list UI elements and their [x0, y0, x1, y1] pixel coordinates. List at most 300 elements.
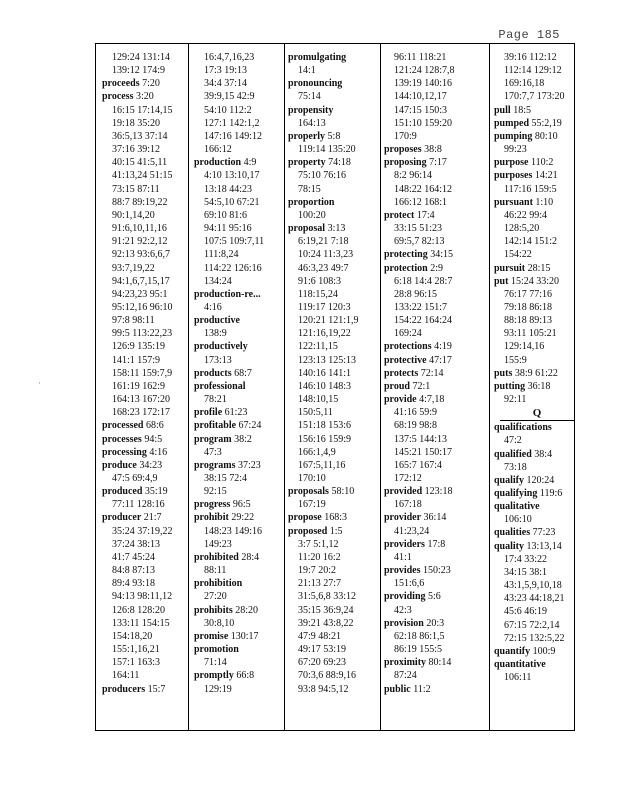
index-refs-line: 88:7 89:19,22 [112, 196, 168, 208]
index-term: quantitative [494, 659, 546, 671]
index-refs: 17:4 [416, 209, 435, 221]
index-refs-line: 91:6,10,11,16 [112, 223, 167, 235]
index-refs: 80:14 [428, 657, 452, 669]
index-refs: 13:13,14 [526, 540, 562, 552]
index-entry [102, 485, 173, 498]
index-refs: 37:23 [237, 459, 261, 471]
index-refs-line: 3:7 5:1,12 [298, 538, 339, 550]
index-refs-line: 67:20 69:23 [298, 657, 347, 669]
index-entry [194, 643, 264, 656]
index-refs: 14:21 [534, 170, 558, 182]
index-entry [194, 419, 264, 432]
index-term: prohibit [194, 512, 229, 524]
index-refs-line: 158:11 159:7,9 [112, 367, 173, 379]
index-term: pursuit [494, 262, 526, 274]
index-entry [194, 433, 264, 446]
index-term: program [194, 433, 232, 445]
index-refs: 3:20 [135, 91, 154, 103]
index-refs: 4:7,18 [419, 394, 445, 406]
index-entry [384, 143, 455, 156]
index-refs-line: 119:14 135:20 [298, 144, 356, 156]
index-refs-line: 169:24 [394, 328, 422, 340]
index-term: proud [384, 380, 410, 392]
index-term: provision [384, 617, 424, 629]
index-refs-line: 76:17 77:16 [504, 288, 553, 300]
column-divider [284, 44, 285, 730]
index-refs: 28:4 [241, 551, 260, 563]
index-term: pursuant [494, 196, 533, 208]
index-entry [384, 248, 455, 261]
index-term: pull [494, 104, 511, 116]
index-refs-line: 133:11 154:15 [112, 617, 170, 629]
index-refs-line: 87:24 [394, 670, 417, 682]
index-refs-line: 93:11 105:21 [504, 328, 557, 340]
index-refs-line: 70:3,6 88:9,16 [298, 670, 357, 682]
index-refs-line: 28:8 96:15 [394, 288, 438, 300]
index-entry [194, 498, 264, 511]
index-term: proposal [288, 223, 326, 235]
index-term: quantify [494, 645, 531, 657]
index-refs: 7:20 [142, 78, 160, 90]
index-entry [102, 77, 173, 90]
index-refs: 18:5 [513, 104, 531, 116]
index-refs-line: 43:1,5,9,10,18 [504, 580, 562, 592]
index-term: proposed [288, 525, 328, 537]
index-refs-line: 111:8,24 [204, 249, 239, 261]
index-refs-line: 30:8,10 [204, 617, 235, 629]
index-refs-line: 72:15 132:5,22 [504, 632, 565, 644]
index-refs-line: 13:18 44:23 [204, 183, 253, 195]
index-refs-line: 164:13 167:20 [112, 394, 171, 406]
index-term: protective [384, 354, 427, 366]
index-refs-line: 120:21 121:1,9 [298, 315, 359, 327]
index-refs-line: 126:9 135:19 [112, 341, 166, 353]
index-term: provided [384, 486, 423, 498]
index-refs-line: 45:6 46:19 [504, 606, 548, 618]
index-term: pronouncing [288, 78, 343, 90]
index-refs-line: 123:13 125:13 [298, 354, 357, 366]
index-refs: 94:5 [144, 433, 163, 445]
index-refs: 5:6 [428, 591, 441, 603]
index-refs-line: 94:11 95:16 [204, 223, 252, 235]
index-entry [494, 367, 574, 380]
index-refs-line: 122:11,15 [298, 341, 338, 353]
index-refs: 120:24 [526, 474, 555, 486]
index-term: purpose [494, 157, 529, 169]
index-refs: 36:14 [423, 512, 447, 524]
index-refs-line: 84:8 87:13 [112, 565, 156, 577]
index-refs-line: 96:11 118:21 [394, 52, 447, 63]
index-refs: 68:7 [234, 367, 252, 379]
index-refs-line: 167:19 [298, 499, 326, 511]
index-term: programs [194, 459, 236, 471]
index-entry [194, 156, 264, 169]
index-refs-line: 39:16 112:12 [504, 52, 557, 63]
index-refs-line: 41:1 [394, 551, 412, 563]
index-refs-line: 71:14 [204, 657, 227, 669]
index-refs-line: 40:15 41:5,11 [112, 157, 168, 169]
index-entry [384, 511, 455, 524]
index-refs: 123:18 [424, 486, 453, 498]
index-term: provide [384, 394, 417, 406]
index-refs-line: 73:15 87:11 [112, 183, 160, 195]
index-term: proposing [384, 157, 427, 169]
section-letter-heading: Q [500, 406, 574, 421]
index-refs: 28:15 [527, 262, 551, 274]
index-refs-line: 167:18 [394, 499, 422, 511]
index-refs: 72:14 [420, 367, 444, 379]
index-refs-line: 97:8 98:11 [112, 315, 155, 327]
index-refs-line: 170:10 [298, 473, 326, 484]
index-entry [494, 196, 574, 209]
index-entry [288, 77, 359, 90]
index-refs-line: 41:16 59:9 [394, 407, 438, 419]
index-entry [384, 538, 455, 551]
index-entry [494, 474, 574, 487]
index-refs-line: 73:18 [504, 461, 527, 473]
index-entry [494, 104, 574, 117]
index-entry [494, 645, 574, 658]
index-refs: 4:16 [149, 446, 168, 458]
index-term: proposes [384, 144, 422, 156]
index-refs-line: 88:11 [204, 565, 227, 577]
index-refs-line: 112:14 129:12 [504, 65, 562, 77]
index-refs-line: 31:5,6,8 33:12 [298, 591, 357, 603]
index-refs: 35:19 [144, 486, 168, 498]
index-entry [288, 51, 359, 64]
index-refs-line: 86:19 155:5 [394, 644, 443, 656]
index-term: promise [194, 630, 229, 642]
index-term: properly [288, 130, 326, 142]
index-refs-line: 149:23 [204, 538, 232, 550]
index-refs-line: 41:13,24 51:15 [112, 170, 173, 182]
index-entry [102, 511, 173, 524]
index-entry [494, 156, 574, 169]
index-term: qualified [494, 448, 532, 460]
index-term: produced [102, 486, 143, 498]
index-refs-line: 128:5,20 [504, 223, 540, 235]
index-refs-line: 69:5,7 82:13 [394, 236, 445, 248]
index-refs-line: 140:16 141:1 [298, 367, 352, 379]
index-term: producers [102, 683, 146, 695]
index-term: protecting [384, 249, 428, 261]
index-entry [194, 406, 264, 419]
index-refs-line: 117:16 159:5 [504, 183, 557, 195]
index-refs: 7:17 [429, 157, 447, 169]
index-entry [384, 367, 455, 380]
index-refs-line: 173:13 [204, 354, 232, 366]
index-refs-line: 94:1,6,7,15,17 [112, 275, 170, 287]
index-refs-line: 34:4 37:14 [204, 78, 248, 90]
index-refs-line: 41:23,24 [394, 525, 430, 537]
index-refs-line: 39:21 43:8,22 [298, 617, 354, 629]
index-entry [102, 433, 173, 446]
index-refs: 150:23 [423, 565, 451, 577]
index-refs: 38:9 61:22 [514, 367, 558, 379]
index-refs-line: 91:21 92:2,12 [112, 236, 168, 248]
index-refs: 80:10 [534, 130, 558, 142]
index-term: qualitative [494, 501, 540, 513]
index-term: propensity [288, 104, 334, 116]
index-entry [384, 393, 455, 406]
index-term: purposes [494, 170, 533, 182]
index-refs: 96:5 [232, 499, 251, 511]
index-refs-line: 46:3,23 49:7 [298, 262, 349, 274]
index-refs-line: 75:14 [298, 91, 321, 103]
index-column-4 [384, 51, 455, 696]
index-refs: 110:2 [530, 157, 554, 169]
index-term: professional [194, 380, 246, 392]
index-term: productive [194, 315, 240, 327]
index-entry [494, 117, 574, 130]
index-refs-line: 47:2 [504, 435, 522, 447]
index-entry [194, 288, 264, 301]
index-refs-line: 69:10 81:6 [204, 209, 248, 221]
index-refs-line: 146:10 148:3 [298, 380, 352, 392]
index-refs-line: 139:19 140:16 [394, 78, 453, 90]
index-term: producer [102, 512, 142, 524]
index-term: qualify [494, 474, 525, 486]
index-refs-line: 34:15 38:1 [504, 566, 548, 578]
index-entry [194, 367, 264, 380]
index-term: products [194, 367, 232, 379]
index-entry [384, 656, 455, 669]
index-entry [194, 630, 264, 643]
index-refs-line: 27:20 [204, 591, 227, 603]
index-refs-line: 164:13 [298, 117, 326, 129]
index-refs-line: 154:22 [504, 249, 532, 261]
index-refs-line: 145:21 150:17 [394, 446, 453, 458]
index-entry [102, 683, 173, 696]
index-refs-line: 6:19,21 7:18 [298, 236, 349, 248]
index-entry [384, 209, 455, 222]
index-refs-line: 91:6 108:3 [298, 275, 342, 287]
index-refs-line: 37:24 38:13 [112, 538, 161, 550]
index-refs-line: 92:15 [204, 486, 227, 498]
index-refs-line: 47:5 69:4,9 [112, 473, 158, 484]
index-entry [102, 419, 173, 432]
index-entry [384, 485, 455, 498]
index-entry [288, 525, 359, 538]
index-term: puts [494, 367, 513, 379]
index-refs: 5:8 [327, 130, 341, 142]
index-refs-line: 165:7 167:4 [394, 459, 443, 471]
index-refs-line: 93:8 94:5,12 [298, 683, 349, 695]
index-entry [494, 526, 574, 539]
index-refs: 168:3 [324, 512, 347, 524]
index-refs-line: 94:23,23 95:1 [112, 288, 168, 300]
index-refs-line: 164:11 [112, 670, 140, 682]
index-refs-line: 107:5 109:7,11 [204, 236, 265, 248]
index-term: progress [194, 499, 231, 511]
index-refs: 47:17 [429, 354, 452, 366]
index-refs-line: 92:13 93:6,6,7 [112, 249, 171, 261]
index-refs-line: 47:9 48:21 [298, 630, 342, 642]
index-refs-line: 79:18 86:18 [504, 301, 553, 313]
index-entry [384, 590, 455, 603]
index-refs-line: 99:23 [504, 144, 527, 156]
index-term: process [102, 91, 134, 103]
index-refs-line: 36:5,13 37:14 [112, 130, 168, 142]
index-refs-line: 133:22 151:7 [394, 301, 448, 313]
index-column-3 [288, 51, 359, 696]
index-entry [194, 314, 264, 327]
index-refs-line: 155:9 [504, 354, 527, 366]
index-refs: 4:9 [243, 157, 257, 169]
index-refs: 36:18 [527, 380, 551, 392]
index-term: property [288, 157, 326, 169]
index-refs-line: 16:4,7,16,23 [204, 52, 255, 63]
index-refs: 72:1 [412, 380, 431, 392]
index-refs-line: 167:5,11,16 [298, 459, 346, 471]
column-divider [188, 44, 189, 730]
index-entry [494, 169, 574, 182]
index-refs-line: 68:19 98:8 [394, 420, 438, 432]
index-refs-line: 118:15,24 [298, 288, 338, 300]
index-refs-line: 14:1 [298, 65, 316, 77]
index-refs: 119:6 [539, 488, 563, 499]
index-refs-line: 49:17 53:19 [298, 644, 347, 656]
index-refs: 66:8 [236, 670, 255, 682]
index-term: production [194, 157, 242, 169]
index-entry [494, 130, 574, 143]
index-entry [102, 446, 173, 459]
index-entry [288, 104, 359, 117]
index-entry [102, 459, 173, 472]
index-entry [494, 658, 574, 671]
index-refs: 74:18 [328, 157, 351, 169]
index-refs: 67:24 [238, 420, 262, 432]
index-term: proximity [384, 657, 427, 669]
index-refs-line: 16:15 17:14,15 [112, 104, 173, 116]
index-refs-line: 139:12 174:9 [112, 65, 166, 77]
index-refs-line: 90:1,14,20 [112, 209, 155, 221]
index-entry [384, 380, 455, 393]
index-entry [384, 683, 455, 696]
index-refs-line: 35:24 37:19,22 [112, 525, 173, 537]
index-refs-line: 144:10,12,17 [394, 91, 447, 103]
index-refs-line: 11:20 16:2 [298, 551, 341, 563]
index-refs-line: 150:5,11 [298, 407, 333, 419]
index-term: qualifications [494, 422, 552, 434]
index-refs-line: 126:8 128:20 [112, 604, 166, 616]
index-refs-line: 54:5,10 67:21 [204, 196, 260, 208]
column-divider [489, 44, 490, 730]
index-entry [102, 90, 173, 103]
index-term: prohibits [194, 604, 233, 616]
index-refs-line: 127:1 142:1,2 [204, 117, 260, 129]
index-refs-line: 95:12,16 96:10 [112, 301, 173, 313]
index-refs-line: 43:23 44:18,21 [504, 593, 565, 605]
index-column-2 [194, 51, 264, 696]
index-entry [288, 222, 359, 235]
index-term: prohibition [194, 578, 243, 590]
index-term: production-re... [194, 288, 261, 300]
index-refs-line: 88:18 89:13 [504, 315, 553, 327]
index-refs-line: 17:3 19:13 [204, 65, 248, 77]
index-refs: 15:24 33:20 [510, 275, 560, 287]
index-refs: 28:20 [235, 604, 259, 616]
index-refs-line: 170:7,7 173:20 [504, 91, 565, 103]
index-entry [494, 421, 574, 434]
index-entry [194, 577, 264, 590]
index-refs-line: 94:13 98:11,12 [112, 591, 173, 603]
index-refs-line: 148:22 164:12 [394, 183, 453, 195]
index-refs: 15:7 [147, 683, 166, 695]
index-entry [384, 262, 455, 275]
index-refs-line: 100:20 [298, 209, 326, 221]
index-refs-line: 62:18 86:1,5 [394, 630, 445, 642]
index-refs-line: 148:10,15 [298, 394, 339, 406]
index-term: provides [384, 565, 421, 577]
index-refs-line: 114:22 126:16 [204, 262, 262, 274]
index-term: protect [384, 209, 415, 221]
index-frame [95, 43, 575, 731]
index-refs-line: 38:15 72:4 [204, 473, 248, 484]
index-entry [194, 669, 264, 682]
index-refs-line: 121:24 128:7,8 [394, 65, 455, 77]
index-refs: 3:13 [327, 223, 346, 235]
index-term: proportion [288, 196, 335, 208]
index-refs-line: 169:16,18 [504, 78, 545, 90]
index-entry [384, 354, 455, 367]
index-entry [494, 275, 574, 288]
column-divider [380, 44, 381, 730]
index-entry [494, 500, 574, 513]
index-refs: 55:2,19 [531, 117, 562, 129]
index-refs-line: 161:19 162:9 [112, 380, 166, 392]
index-term: put [494, 275, 509, 287]
index-entry [494, 487, 574, 500]
index-refs-line: 78:21 [204, 394, 227, 406]
index-refs: 61:23 [224, 407, 248, 419]
index-term: protection [384, 262, 428, 274]
index-refs-line: 166:1,4,9 [298, 446, 336, 458]
index-refs: 34:15 [430, 249, 453, 261]
index-refs-line: 93:7,19,22 [112, 262, 155, 274]
index-refs: 21:7 [143, 512, 162, 524]
index-refs-line: 170:9 [394, 130, 417, 142]
index-term: prohibited [194, 551, 239, 563]
index-column-5 [494, 51, 574, 684]
index-refs-line: 42:3 [394, 604, 412, 616]
index-term: providers [384, 538, 425, 550]
index-refs: 130:17 [230, 630, 259, 642]
index-refs-line: 4:16 [204, 301, 222, 313]
index-entry [194, 340, 264, 353]
index-term: providing [384, 591, 426, 603]
index-entry [194, 380, 264, 393]
index-refs-line: 106:10 [504, 514, 532, 526]
index-entry [288, 511, 359, 524]
index-entry [194, 459, 264, 472]
index-refs-line: 155:1,16,21 [112, 644, 160, 656]
index-refs-line: 142:14 151:2 [504, 236, 558, 248]
index-refs-line: 141:1 157:9 [112, 354, 161, 366]
index-refs-line: 54:10 112:2 [204, 104, 252, 116]
index-refs-line: 138:9 [204, 328, 227, 340]
index-entry [194, 604, 264, 617]
index-refs-line: 92:11 [504, 394, 527, 406]
index-term: proceeds [102, 78, 140, 90]
index-refs-line: 67:15 72:2,14 [504, 619, 560, 631]
index-refs: 2:9 [430, 262, 443, 274]
index-refs: 20:3 [426, 617, 445, 629]
index-refs: 4:19 [434, 341, 452, 353]
index-entry [384, 156, 455, 169]
page-number: Page 185 [498, 28, 560, 42]
index-term: promotion [194, 644, 239, 656]
